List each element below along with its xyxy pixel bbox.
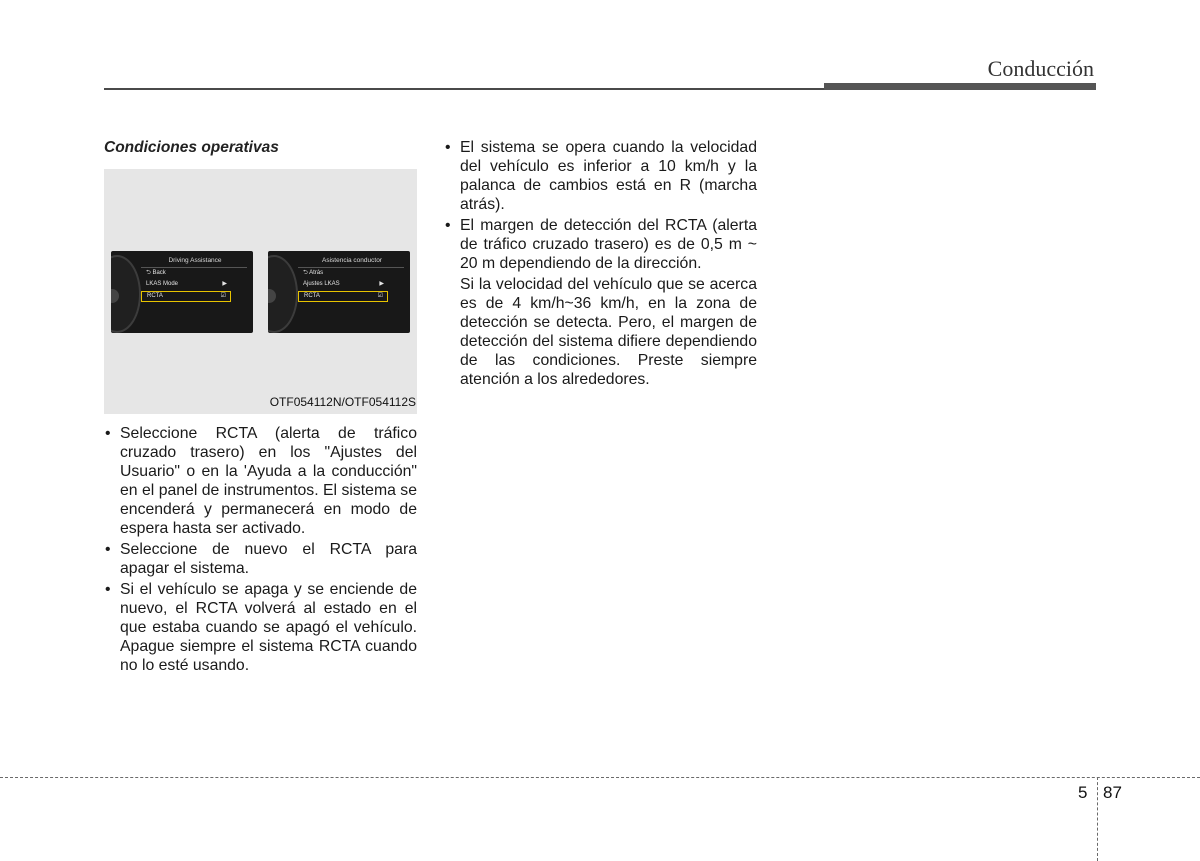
chapter-number: 5: [1078, 783, 1088, 802]
menu-item-back: ⮌ Back: [146, 270, 166, 276]
footer-divider: [0, 777, 1200, 778]
header-rule-accent: [824, 83, 1096, 90]
cluster-screen-english: [111, 251, 253, 333]
menu-item-back: ⮌ Atrás: [303, 270, 324, 276]
footer-vertical-divider: [1097, 777, 1098, 861]
menu-item-lkas: LKAS Mode ▶: [146, 281, 227, 287]
menu-title: Asistencia conductor: [322, 257, 382, 264]
cluster-screen-spanish: [268, 251, 410, 333]
arrow-right-icon: ▶: [379, 281, 384, 287]
checkbox-icon: ☑: [377, 293, 383, 299]
left-bullet-list: [104, 424, 417, 675]
instrument-cluster-figure: [104, 169, 417, 414]
header-rule: [104, 88, 828, 90]
section-title: Conducción: [987, 56, 1094, 81]
list-item: • Seleccione de nuevo el RCTA para apagar el sistema.: [104, 540, 417, 578]
menu-title: Driving Assistance: [168, 257, 222, 264]
page-number: 87: [1103, 783, 1122, 802]
list-item: • Si el vehículo se apaga y se enciende de nuevo, el RCTA volverá al estado en el que estaba cuando se apagó el vehículo. Apague siempre el sistema RCTA cuando no lo esté usando.: [104, 580, 417, 675]
menu-item-rcta: RCTA ☑: [141, 291, 231, 302]
menu-item-rcta: RCTA ☑: [298, 291, 388, 302]
menu-divider: [298, 267, 404, 268]
gauge-icon: [111, 255, 141, 333]
checkbox-icon: ☑: [220, 293, 226, 299]
left-column: [104, 138, 417, 677]
continuation-paragraph: Si la velocidad del vehículo que se acerca es de 4 km/h~36 km/h, en la zona de detección se detecta. Pero, el margen de detección del sistema difiere dependiendo de las condiciones. Preste siempre atención a los alrededores.: [460, 276, 757, 388]
right-column: [444, 138, 757, 389]
list-item: • El sistema se opera cuando la velocidad del vehículo es inferior a 10 km/h y la palanca de cambios está en R (marcha atrás).: [444, 138, 757, 214]
list-item: • Seleccione RCTA (alerta de tráfico cruzado trasero) en los "Ajustes del Usuario" o en la 'Ayuda a la conducción" en el panel de instrumentos. El sistema se encenderá y permanecerá en modo de espera hasta ser activado.: [104, 424, 417, 538]
subheading: Condiciones operativas: [104, 139, 279, 156]
list-item: • El margen de detección del RCTA (alerta de tráfico cruzado trasero) es de 0,5 m ~ 20 m dependiendo de la dirección.: [444, 216, 757, 273]
menu-item-lkas: Ajustes LKAS ▶: [303, 281, 384, 287]
arrow-right-icon: ▶: [222, 281, 227, 287]
gauge-icon: [268, 255, 298, 333]
right-bullet-list: [444, 138, 757, 273]
figure-caption: OTF054112N/OTF054112S: [269, 395, 416, 409]
menu-divider: [141, 267, 247, 268]
